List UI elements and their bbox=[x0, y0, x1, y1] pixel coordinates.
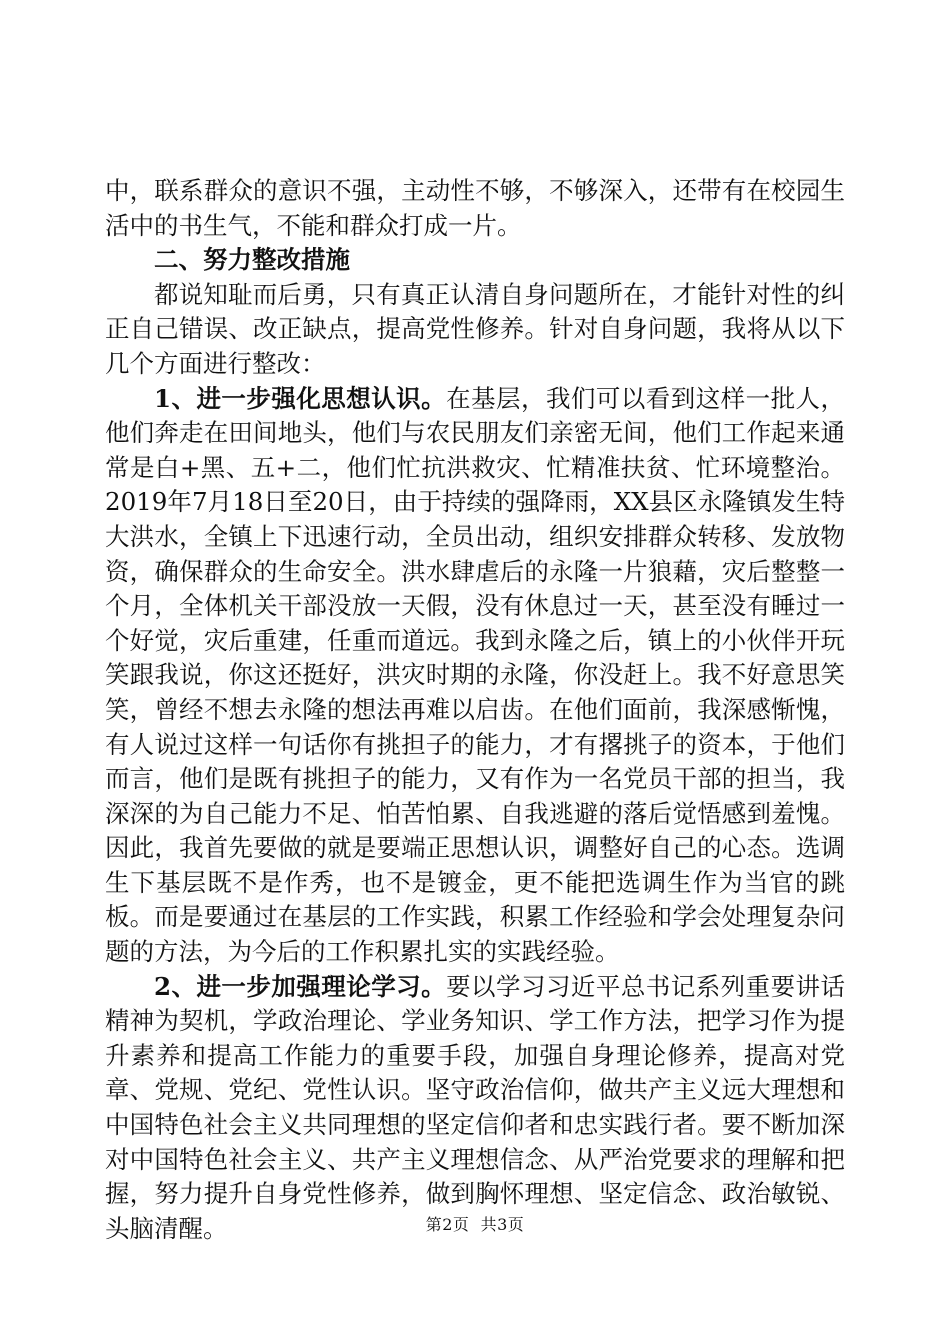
section-heading: 二、努力整改措施 bbox=[154, 245, 350, 275]
page-total: 共3页 bbox=[480, 1215, 525, 1234]
paragraph-item-1 bbox=[105, 382, 845, 970]
item-2-body: 要以学习习近平总书记系列重要讲话精神为契机，学政治理论、学业务知识、学工作方法，把学习作为提升素养和提高工作能力的重要手段，加强自身理论修养，提高对党章、党规、党纪、党性认识。坚守政治信仰，做共产主义远大理想和中国特色社会主义共同理想的坚定信仰者和忠实践行者。要不断加深对中国特色社会主义、共产主义理想信念、从严治党要求的理解和把握，努力提升自身党性修养，做到胸怀理想、坚定信念、政治敏锐、头脑清醒。 bbox=[105, 971, 846, 1243]
item-2-lead: 2、进一步加强理论学习。 bbox=[154, 971, 447, 1001]
item-1-lead: 1、进一步强化思想认识。 bbox=[154, 383, 447, 413]
page-number: 第2页 bbox=[425, 1215, 470, 1234]
paragraph-item-2 bbox=[105, 970, 845, 1247]
paragraph-continuation: 中，联系群众的意识不强，主动性不够，不够深入，还带有在校园生活中的书生气，不能和群众打成一片。 bbox=[105, 176, 845, 240]
page-footer bbox=[0, 1212, 950, 1235]
paragraph-intro: 都说知耻而后勇，只有真正认清自身问题所在，才能针对性的纠正自己错误、改正缺点，提高党性修养。针对自身问题，我将从以下几个方面进行整改： bbox=[105, 279, 845, 378]
document-body bbox=[105, 174, 845, 1246]
item-1-body: 在基层，我们可以看到这样一批人，他们奔走在田间地头，他们与农民朋友们亲密无间，他们工作起来通常是白+黑、五+二，他们忙抗洪救灾、忙精准扶贫、忙环境整治。2019年7月18日至20日，由于持续的强降雨，XX县区永隆镇发生特大洪水，全镇上下迅速行动，全员出动，组织安排群众转移、发放物资，确保群众的生命安全。洪水肆虐后的永隆一片狼藉，灾后整整一个月，全体机关干部没放一天假，没有休息过一天，甚至没有睡过一个好觉，灾后重建，任重而道远。我到永隆之后，镇上的小伙伴开玩笑跟我说，你这还挺好，洪灾时期的永隆，你没赶上。我不好意思笑笑，曾经不想去永隆的想法再难以启齿。在他们面前，我深感惭愧，有人说过这样一句话你有挑担子的能力，才有撂挑子的资本，于他们而言，他们是既有挑担子的能力，又有作为一名党员干部的担当，我深深的为自己能力不足、怕苦怕累、自我逃避的落后觉悟感到羞愧。因此，我首先要做的就是要端正思想认识，调整好自己的心态。选调生下基层既不是作秀，也不是镀金，更不能把选调生作为当官的跳板。而是要通过在基层的工作实践，积累工作经验和学会处理复杂问题的方法，为今后的工作积累扎实的实践经验。 bbox=[105, 383, 846, 967]
